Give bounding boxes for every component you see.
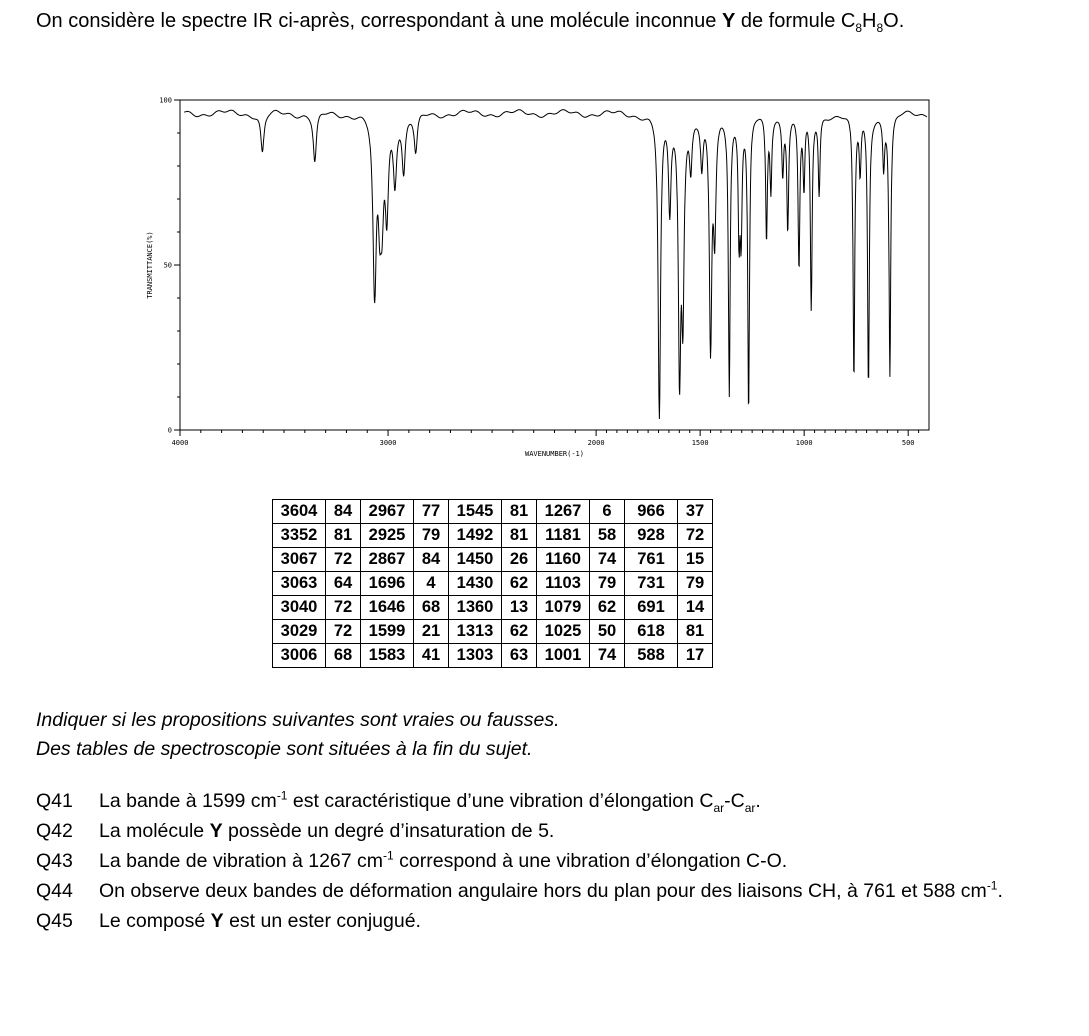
transmittance-cell: 81 [502, 500, 537, 524]
table-row [273, 524, 713, 548]
transmittance-cell: 84 [414, 548, 449, 572]
transmittance-cell: 4 [414, 572, 449, 596]
q44-sup: -1 [986, 878, 998, 893]
transmittance-cell: 58 [590, 524, 625, 548]
wavenumber-cell: 3040 [273, 596, 326, 620]
wavenumber-cell: 3067 [273, 548, 326, 572]
wavenumber-cell: 1646 [361, 596, 414, 620]
spectrum-line [184, 110, 927, 419]
x-tick-label: 3000 [379, 439, 397, 447]
question-number: Q44 [36, 880, 73, 902]
wavenumber-cell: 966 [625, 500, 678, 524]
transmittance-cell: 64 [326, 572, 361, 596]
q41-text-b: est caractéristique d’une vibration d’élongation C [287, 790, 714, 812]
question-number: Q42 [36, 820, 73, 842]
wavenumber-cell: 2967 [361, 500, 414, 524]
transmittance-cell: 72 [326, 548, 361, 572]
ir-spectrum-chart [140, 70, 940, 470]
formula-c-count: 8 [855, 21, 863, 35]
q45-text-a: Le composé [99, 910, 211, 932]
q41-text-d: . [755, 790, 761, 812]
q44-text-b: . [997, 880, 1003, 902]
wavenumber-cell: 1450 [449, 548, 502, 572]
table-row [273, 620, 713, 644]
transmittance-cell: 6 [590, 500, 625, 524]
transmittance-cell: 14 [678, 596, 713, 620]
q42-bold: Y [209, 820, 223, 842]
wavenumber-cell: 1079 [537, 596, 590, 620]
wavenumber-cell: 761 [625, 548, 678, 572]
wavenumber-cell: 691 [625, 596, 678, 620]
table-row [273, 596, 713, 620]
question-q41 [36, 787, 1056, 816]
transmittance-cell: 21 [414, 620, 449, 644]
chart-ticks [159, 97, 918, 448]
wavenumber-cell: 2867 [361, 548, 414, 572]
question-text [99, 907, 1056, 936]
question-text [99, 847, 1056, 876]
questions-list [36, 787, 1056, 937]
question-number: Q45 [36, 910, 73, 932]
question-number: Q41 [36, 790, 73, 812]
transmittance-cell: 37 [678, 500, 713, 524]
transmittance-cell: 77 [414, 500, 449, 524]
chart-axes [180, 100, 929, 430]
q43-text-a: La bande de vibration à 1267 cm [99, 850, 384, 872]
question-text [99, 787, 1056, 816]
q41-text-a: La bande à 1599 cm [99, 790, 277, 812]
wavenumber-cell: 3029 [273, 620, 326, 644]
x-tick-label: 2000 [587, 439, 605, 447]
y-tick-label: 0 [167, 426, 172, 435]
question-q43 [36, 847, 1056, 876]
molecule-label: Y [721, 10, 736, 32]
wavenumber-cell: 588 [625, 644, 678, 668]
q41-sup: -1 [276, 788, 288, 803]
q45-text-b: est un ester conjugué. [223, 910, 421, 932]
wavenumber-cell: 1583 [361, 644, 414, 668]
wavenumber-cell: 3063 [273, 572, 326, 596]
transmittance-cell: 72 [326, 620, 361, 644]
transmittance-cell: 17 [678, 644, 713, 668]
transmittance-cell: 68 [326, 644, 361, 668]
transmittance-cell: 50 [590, 620, 625, 644]
wavenumber-cell: 731 [625, 572, 678, 596]
wavenumber-cell: 3352 [273, 524, 326, 548]
question-text [99, 817, 1056, 846]
wavenumber-cell: 1025 [537, 620, 590, 644]
wavenumber-cell: 3604 [273, 500, 326, 524]
q43-text-b: correspond à une vibration d’élongation C-O. [393, 850, 788, 872]
y-tick-label: 50 [163, 261, 172, 270]
x-tick-label: 4000 [171, 439, 189, 447]
transmittance-cell: 84 [326, 500, 361, 524]
y-axis-label: TRANSMITTANCE(%) [146, 231, 154, 299]
transmittance-cell: 62 [502, 620, 537, 644]
transmittance-cell: 72 [326, 596, 361, 620]
q45-bold: Y [210, 910, 224, 932]
x-axis-label: WAVENUMBER(-1) [524, 450, 585, 458]
x-tick-label: 1500 [691, 439, 709, 447]
wavenumber-cell: 1001 [537, 644, 590, 668]
wavenumber-cell: 1430 [449, 572, 502, 596]
wavenumber-cell: 1360 [449, 596, 502, 620]
transmittance-cell: 62 [502, 572, 537, 596]
y-tick-label: 100 [159, 96, 172, 105]
transmittance-cell: 26 [502, 548, 537, 572]
q43-sup: -1 [383, 848, 394, 863]
wavenumber-cell: 1696 [361, 572, 414, 596]
wavenumber-cell: 2925 [361, 524, 414, 548]
formula-h: H [862, 10, 877, 32]
wavenumber-cell: 1599 [361, 620, 414, 644]
q41-text-c: -C [724, 790, 745, 812]
q44-text-a: On observe deux bandes de déformation angulaire hors du plan pour des liaisons CH, à 761 et 588 cm [99, 880, 987, 902]
wavenumber-cell: 1181 [537, 524, 590, 548]
instruction-line-1: Indiquer si les propositions suivantes sont vraies ou fausses. [36, 709, 560, 731]
transmittance-cell: 72 [678, 524, 713, 548]
transmittance-cell: 79 [414, 524, 449, 548]
transmittance-cell: 15 [678, 548, 713, 572]
table-row [273, 572, 713, 596]
intro-sentence [36, 10, 904, 33]
wavenumber-cell: 1545 [449, 500, 502, 524]
transmittance-cell: 68 [414, 596, 449, 620]
wavenumber-cell: 1103 [537, 572, 590, 596]
table-row [273, 548, 713, 572]
x-tick-label: 1000 [795, 439, 813, 447]
transmittance-cell: 74 [590, 644, 625, 668]
wavenumber-cell: 928 [625, 524, 678, 548]
transmittance-cell: 74 [590, 548, 625, 572]
wavenumber-cell: 1313 [449, 620, 502, 644]
instructions [36, 706, 560, 764]
transmittance-cell: 79 [590, 572, 625, 596]
intro-formula-text: de formule C [735, 10, 856, 32]
plot-frame [180, 100, 929, 430]
transmittance-cell: 63 [502, 644, 537, 668]
question-q44 [36, 877, 1056, 906]
table-row [273, 500, 713, 524]
question-text [99, 877, 1056, 906]
transmittance-cell: 62 [590, 596, 625, 620]
x-tick-label: 500 [901, 439, 915, 447]
wavenumber-cell: 1160 [537, 548, 590, 572]
transmittance-cell: 13 [502, 596, 537, 620]
transmittance-cell: 41 [414, 644, 449, 668]
question-q45 [36, 907, 1056, 936]
q41-sub-1: ar [713, 800, 725, 815]
wavenumber-cell: 3006 [273, 644, 326, 668]
peaks-table [272, 499, 713, 668]
question-q42 [36, 817, 1056, 846]
intro-text: On considère le spectre IR ci-après, correspondant à une molécule inconnue [36, 10, 722, 32]
table-row [273, 644, 713, 668]
question-number: Q43 [36, 850, 73, 872]
transmittance-cell: 79 [678, 572, 713, 596]
wavenumber-cell: 1303 [449, 644, 502, 668]
transmittance-cell: 81 [678, 620, 713, 644]
formula-o: O. [883, 10, 905, 32]
transmittance-cell: 81 [502, 524, 537, 548]
q42-text-a: La molécule [99, 820, 210, 842]
q41-sub-2: ar [744, 800, 756, 815]
wavenumber-cell: 618 [625, 620, 678, 644]
wavenumber-cell: 1492 [449, 524, 502, 548]
q42-text-b: possède un degré d’insaturation de 5. [222, 820, 555, 842]
instruction-line-2: Des tables de spectroscopie sont situées à la fin du sujet. [36, 738, 533, 760]
wavenumber-cell: 1267 [537, 500, 590, 524]
formula-h-count: 8 [876, 21, 884, 35]
transmittance-cell: 81 [326, 524, 361, 548]
